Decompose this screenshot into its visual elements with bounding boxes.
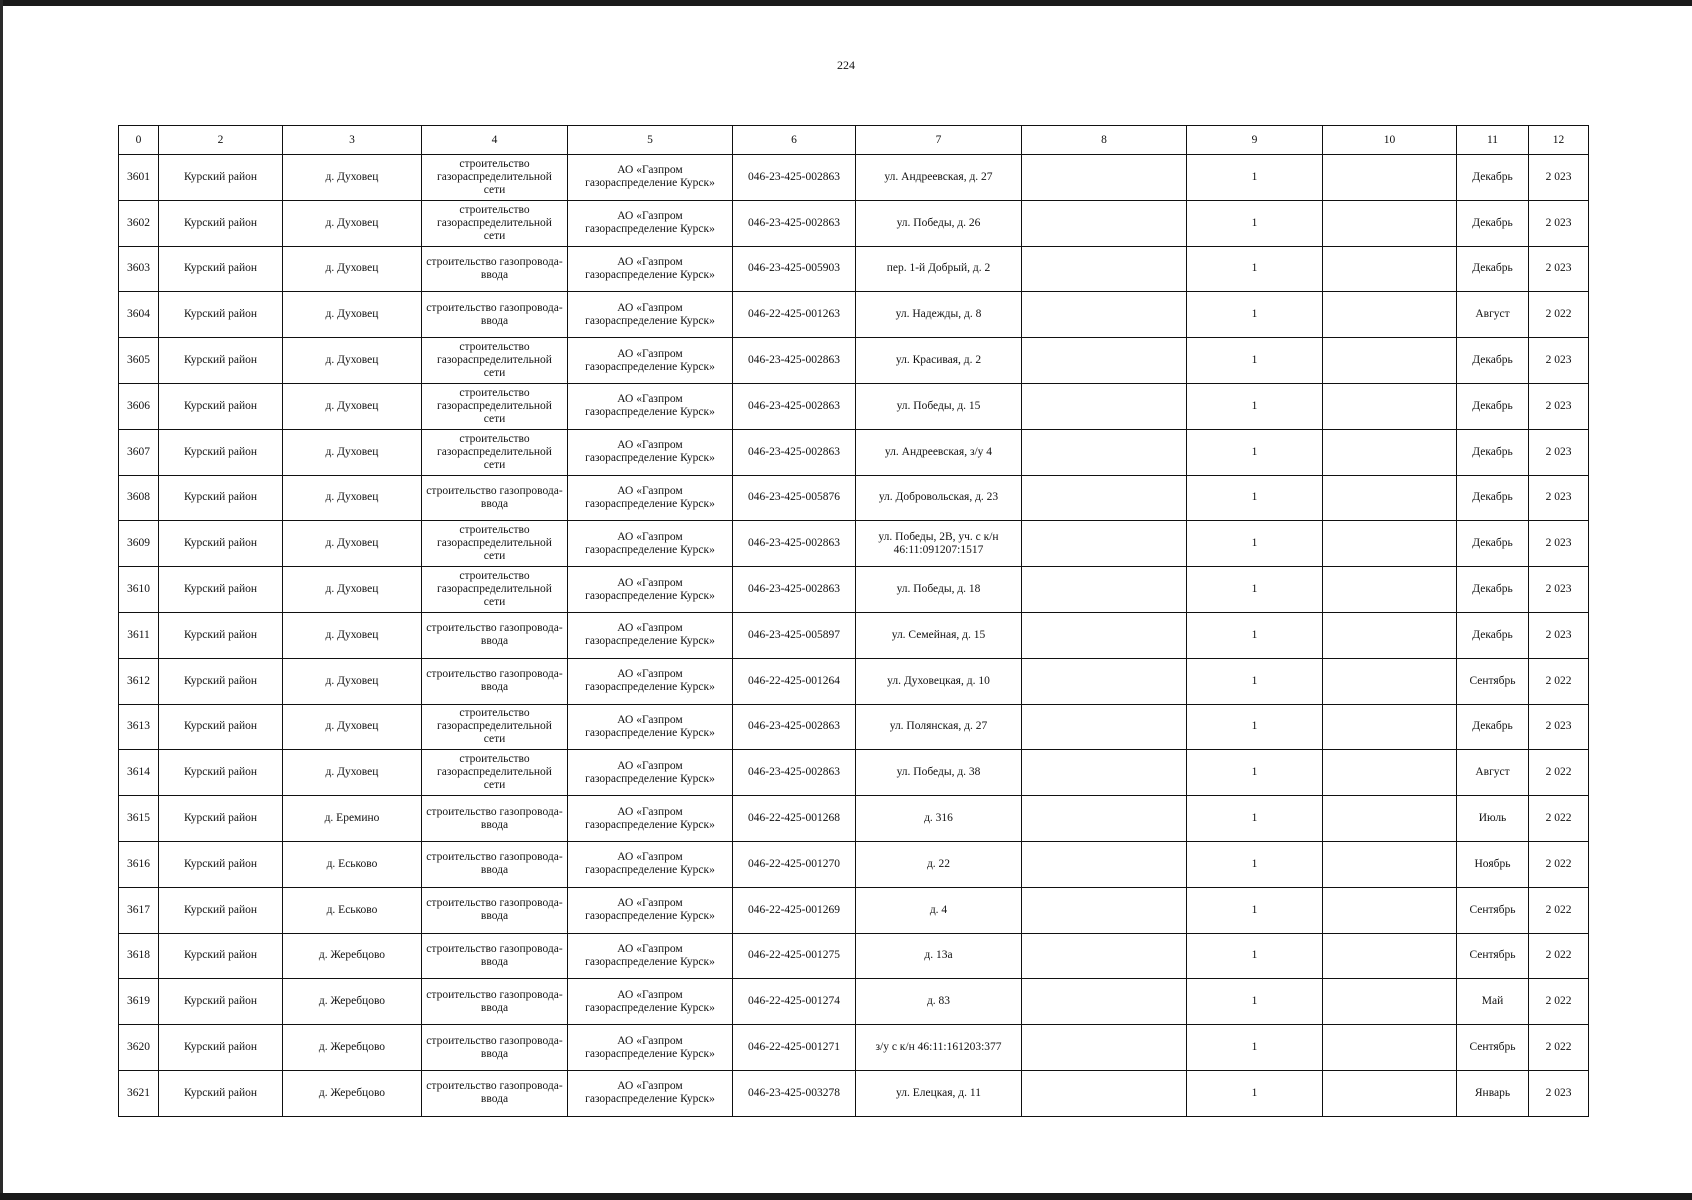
month-cell: Сентябрь — [1457, 1025, 1529, 1071]
col-8-cell — [1022, 1025, 1187, 1071]
col-10-cell — [1323, 567, 1457, 613]
address-cell: з/у с к/н 46:11:161203:377 — [856, 1025, 1022, 1071]
work-type-cell: строительство газопровода-ввода — [422, 1070, 568, 1116]
organization-cell: АО «Газпром газораспределение Курск» — [568, 246, 733, 292]
col-10-cell — [1323, 933, 1457, 979]
col-10-cell — [1323, 1025, 1457, 1071]
table-row — [119, 841, 1589, 887]
registry-code-cell: 046-23-425-002863 — [733, 521, 856, 567]
address-cell: д. 316 — [856, 796, 1022, 842]
row-number-cell: 3608 — [119, 475, 159, 521]
year-cell: 2 023 — [1529, 1070, 1589, 1116]
quantity-cell: 1 — [1187, 383, 1323, 429]
registry-code-cell: 046-23-425-005897 — [733, 612, 856, 658]
organization-cell: АО «Газпром газораспределение Курск» — [568, 383, 733, 429]
month-cell: Декабрь — [1457, 475, 1529, 521]
work-type-cell: строительство газораспределительной сети — [422, 200, 568, 246]
district-cell: Курский район — [159, 521, 283, 567]
col-8-cell — [1022, 246, 1187, 292]
work-type-cell: строительство газораспределительной сети — [422, 338, 568, 384]
settlement-cell: д. Жеребцово — [283, 1025, 422, 1071]
col-10-cell — [1323, 887, 1457, 933]
year-cell: 2 022 — [1529, 841, 1589, 887]
month-cell: Декабрь — [1457, 155, 1529, 201]
district-cell: Курский район — [159, 1025, 283, 1071]
table-row — [119, 658, 1589, 704]
scan-edge-top — [0, 0, 1692, 6]
settlement-cell: д. Духовец — [283, 429, 422, 475]
col-10-cell — [1323, 429, 1457, 475]
registry-code-cell: 046-22-425-001271 — [733, 1025, 856, 1071]
col-8-cell — [1022, 292, 1187, 338]
year-cell: 2 022 — [1529, 658, 1589, 704]
col-8-cell — [1022, 383, 1187, 429]
address-cell: ул. Духовецкая, д. 10 — [856, 658, 1022, 704]
district-cell: Курский район — [159, 200, 283, 246]
table-row — [119, 567, 1589, 613]
organization-cell: АО «Газпром газораспределение Курск» — [568, 1070, 733, 1116]
address-cell: ул. Красивая, д. 2 — [856, 338, 1022, 384]
row-number-cell: 3604 — [119, 292, 159, 338]
quantity-cell: 1 — [1187, 475, 1323, 521]
address-cell: ул. Победы, д. 38 — [856, 750, 1022, 796]
registry-code-cell: 046-23-425-005903 — [733, 246, 856, 292]
year-cell: 2 023 — [1529, 429, 1589, 475]
register-table — [118, 125, 1589, 1117]
year-cell: 2 022 — [1529, 750, 1589, 796]
quantity-cell: 1 — [1187, 246, 1323, 292]
col-10-cell — [1323, 658, 1457, 704]
header-cell: 2 — [159, 126, 283, 155]
scan-edge-bottom — [0, 1193, 1692, 1200]
table-row — [119, 1070, 1589, 1116]
work-type-cell: строительство газопровода-ввода — [422, 612, 568, 658]
month-cell: Декабрь — [1457, 521, 1529, 567]
quantity-cell: 1 — [1187, 1070, 1323, 1116]
year-cell: 2 023 — [1529, 612, 1589, 658]
table-row — [119, 429, 1589, 475]
registry-code-cell: 046-22-425-001274 — [733, 979, 856, 1025]
header-row — [119, 126, 1589, 155]
row-number-cell: 3611 — [119, 612, 159, 658]
organization-cell: АО «Газпром газораспределение Курск» — [568, 475, 733, 521]
col-10-cell — [1323, 979, 1457, 1025]
registry-code-cell: 046-23-425-002863 — [733, 338, 856, 384]
registry-code-cell: 046-23-425-002863 — [733, 155, 856, 201]
row-number-cell: 3621 — [119, 1070, 159, 1116]
table-row — [119, 750, 1589, 796]
organization-cell: АО «Газпром газораспределение Курск» — [568, 979, 733, 1025]
page-number: 224 — [837, 58, 855, 72]
settlement-cell: д. Духовец — [283, 200, 422, 246]
quantity-cell: 1 — [1187, 841, 1323, 887]
header-cell: 4 — [422, 126, 568, 155]
row-number-cell: 3607 — [119, 429, 159, 475]
month-cell: Август — [1457, 292, 1529, 338]
settlement-cell: д. Еськово — [283, 887, 422, 933]
header-cell: 10 — [1323, 126, 1457, 155]
registry-code-cell: 046-22-425-001270 — [733, 841, 856, 887]
col-10-cell — [1323, 292, 1457, 338]
col-10-cell — [1323, 1070, 1457, 1116]
col-10-cell — [1323, 338, 1457, 384]
district-cell: Курский район — [159, 475, 283, 521]
col-8-cell — [1022, 887, 1187, 933]
col-10-cell — [1323, 155, 1457, 201]
year-cell: 2 022 — [1529, 292, 1589, 338]
settlement-cell: д. Жеребцово — [283, 1070, 422, 1116]
address-cell: ул. Победы, 2В, уч. с к/н 46:11:091207:1517 — [856, 521, 1022, 567]
col-8-cell — [1022, 612, 1187, 658]
year-cell: 2 023 — [1529, 246, 1589, 292]
work-type-cell: строительство газораспределительной сети — [422, 567, 568, 613]
work-type-cell: строительство газопровода-ввода — [422, 658, 568, 704]
header-cell: 11 — [1457, 126, 1529, 155]
settlement-cell: д. Духовец — [283, 567, 422, 613]
header-cell: 7 — [856, 126, 1022, 155]
month-cell: Декабрь — [1457, 567, 1529, 613]
row-number-cell: 3603 — [119, 246, 159, 292]
registry-code-cell: 046-23-425-002863 — [733, 429, 856, 475]
table-body — [119, 155, 1589, 1117]
row-number-cell: 3619 — [119, 979, 159, 1025]
settlement-cell: д. Духовец — [283, 338, 422, 384]
organization-cell: АО «Газпром газораспределение Курск» — [568, 658, 733, 704]
organization-cell: АО «Газпром газораспределение Курск» — [568, 155, 733, 201]
district-cell: Курский район — [159, 750, 283, 796]
col-8-cell — [1022, 658, 1187, 704]
district-cell: Курский район — [159, 1070, 283, 1116]
address-cell: д. 22 — [856, 841, 1022, 887]
year-cell: 2 023 — [1529, 475, 1589, 521]
settlement-cell: д. Духовец — [283, 612, 422, 658]
year-cell: 2 023 — [1529, 704, 1589, 750]
quantity-cell: 1 — [1187, 338, 1323, 384]
district-cell: Курский район — [159, 704, 283, 750]
year-cell: 2 022 — [1529, 933, 1589, 979]
organization-cell: АО «Газпром газораспределение Курск» — [568, 612, 733, 658]
organization-cell: АО «Газпром газораспределение Курск» — [568, 796, 733, 842]
col-8-cell — [1022, 429, 1187, 475]
col-8-cell — [1022, 521, 1187, 567]
organization-cell: АО «Газпром газораспределение Курск» — [568, 887, 733, 933]
month-cell: Декабрь — [1457, 612, 1529, 658]
year-cell: 2 022 — [1529, 979, 1589, 1025]
col-8-cell — [1022, 933, 1187, 979]
organization-cell: АО «Газпром газораспределение Курск» — [568, 338, 733, 384]
address-cell: д. 83 — [856, 979, 1022, 1025]
col-8-cell — [1022, 979, 1187, 1025]
address-cell: ул. Надежды, д. 8 — [856, 292, 1022, 338]
table-row — [119, 933, 1589, 979]
row-number-cell: 3612 — [119, 658, 159, 704]
work-type-cell: строительство газопровода-ввода — [422, 796, 568, 842]
header-cell: 0 — [119, 126, 159, 155]
scan-edge-left — [0, 0, 3, 1200]
registry-code-cell: 046-22-425-001269 — [733, 887, 856, 933]
table-row — [119, 979, 1589, 1025]
address-cell: ул. Полянская, д. 27 — [856, 704, 1022, 750]
quantity-cell: 1 — [1187, 658, 1323, 704]
work-type-cell: строительство газораспределительной сети — [422, 521, 568, 567]
district-cell: Курский район — [159, 612, 283, 658]
year-cell: 2 023 — [1529, 567, 1589, 613]
organization-cell: АО «Газпром газораспределение Курск» — [568, 704, 733, 750]
col-10-cell — [1323, 246, 1457, 292]
col-8-cell — [1022, 200, 1187, 246]
quantity-cell: 1 — [1187, 612, 1323, 658]
address-cell: ул. Андреевская, д. 27 — [856, 155, 1022, 201]
col-10-cell — [1323, 612, 1457, 658]
table-row — [119, 292, 1589, 338]
settlement-cell: д. Духовец — [283, 383, 422, 429]
col-8-cell — [1022, 475, 1187, 521]
district-cell: Курский район — [159, 338, 283, 384]
registry-code-cell: 046-23-425-005876 — [733, 475, 856, 521]
col-8-cell — [1022, 338, 1187, 384]
address-cell: ул. Елецкая, д. 11 — [856, 1070, 1022, 1116]
registry-code-cell: 046-23-425-003278 — [733, 1070, 856, 1116]
organization-cell: АО «Газпром газораспределение Курск» — [568, 292, 733, 338]
table-row — [119, 887, 1589, 933]
address-cell: д. 13а — [856, 933, 1022, 979]
row-number-cell: 3609 — [119, 521, 159, 567]
quantity-cell: 1 — [1187, 979, 1323, 1025]
quantity-cell: 1 — [1187, 567, 1323, 613]
settlement-cell: д. Духовец — [283, 246, 422, 292]
work-type-cell: строительство газопровода-ввода — [422, 887, 568, 933]
table-row — [119, 475, 1589, 521]
table-row — [119, 1025, 1589, 1071]
month-cell: Август — [1457, 750, 1529, 796]
col-8-cell — [1022, 750, 1187, 796]
work-type-cell: строительство газопровода-ввода — [422, 1025, 568, 1071]
district-cell: Курский район — [159, 155, 283, 201]
col-10-cell — [1323, 383, 1457, 429]
col-10-cell — [1323, 200, 1457, 246]
address-cell: пер. 1-й Добрый, д. 2 — [856, 246, 1022, 292]
work-type-cell: строительство газопровода-ввода — [422, 246, 568, 292]
settlement-cell: д. Еськово — [283, 841, 422, 887]
month-cell: Сентябрь — [1457, 933, 1529, 979]
registry-code-cell: 046-22-425-001268 — [733, 796, 856, 842]
col-8-cell — [1022, 155, 1187, 201]
address-cell: ул. Победы, д. 15 — [856, 383, 1022, 429]
table-row — [119, 200, 1589, 246]
row-number-cell: 3602 — [119, 200, 159, 246]
year-cell: 2 023 — [1529, 521, 1589, 567]
year-cell: 2 023 — [1529, 383, 1589, 429]
col-10-cell — [1323, 521, 1457, 567]
month-cell: Декабрь — [1457, 338, 1529, 384]
settlement-cell: д. Духовец — [283, 521, 422, 567]
address-cell: ул. Победы, д. 18 — [856, 567, 1022, 613]
district-cell: Курский район — [159, 246, 283, 292]
col-8-cell — [1022, 841, 1187, 887]
quantity-cell: 1 — [1187, 933, 1323, 979]
year-cell: 2 022 — [1529, 1025, 1589, 1071]
registry-code-cell: 046-23-425-002863 — [733, 750, 856, 796]
quantity-cell: 1 — [1187, 1025, 1323, 1071]
address-cell: ул. Семейная, д. 15 — [856, 612, 1022, 658]
header-cell: 12 — [1529, 126, 1589, 155]
month-cell: Декабрь — [1457, 383, 1529, 429]
organization-cell: АО «Газпром газораспределение Курск» — [568, 1025, 733, 1071]
table-row — [119, 246, 1589, 292]
work-type-cell: строительство газораспределительной сети — [422, 155, 568, 201]
row-number-cell: 3610 — [119, 567, 159, 613]
organization-cell: АО «Газпром газораспределение Курск» — [568, 429, 733, 475]
registry-code-cell: 046-22-425-001275 — [733, 933, 856, 979]
year-cell: 2 023 — [1529, 155, 1589, 201]
work-type-cell: строительство газопровода-ввода — [422, 979, 568, 1025]
address-cell: ул. Андреевская, з/у 4 — [856, 429, 1022, 475]
registry-code-cell: 046-23-425-002863 — [733, 200, 856, 246]
month-cell: Декабрь — [1457, 429, 1529, 475]
organization-cell: АО «Газпром газораспределение Курск» — [568, 200, 733, 246]
work-type-cell: строительство газораспределительной сети — [422, 429, 568, 475]
col-8-cell — [1022, 704, 1187, 750]
month-cell: Июль — [1457, 796, 1529, 842]
month-cell: Май — [1457, 979, 1529, 1025]
col-8-cell — [1022, 1070, 1187, 1116]
col-10-cell — [1323, 841, 1457, 887]
year-cell: 2 023 — [1529, 200, 1589, 246]
table-row — [119, 612, 1589, 658]
table-row — [119, 796, 1589, 842]
header-cell: 5 — [568, 126, 733, 155]
district-cell: Курский район — [159, 658, 283, 704]
row-number-cell: 3617 — [119, 887, 159, 933]
district-cell: Курский район — [159, 383, 283, 429]
organization-cell: АО «Газпром газораспределение Курск» — [568, 521, 733, 567]
registry-code-cell: 046-22-425-001263 — [733, 292, 856, 338]
row-number-cell: 3613 — [119, 704, 159, 750]
month-cell: Ноябрь — [1457, 841, 1529, 887]
table-row — [119, 383, 1589, 429]
row-number-cell: 3605 — [119, 338, 159, 384]
settlement-cell: д. Жеребцово — [283, 933, 422, 979]
month-cell: Сентябрь — [1457, 887, 1529, 933]
settlement-cell: д. Жеребцово — [283, 979, 422, 1025]
quantity-cell: 1 — [1187, 704, 1323, 750]
year-cell: 2 022 — [1529, 796, 1589, 842]
district-cell: Курский район — [159, 292, 283, 338]
table-row — [119, 155, 1589, 201]
table-row — [119, 704, 1589, 750]
header-cell: 6 — [733, 126, 856, 155]
header-cell: 9 — [1187, 126, 1323, 155]
settlement-cell: д. Духовец — [283, 155, 422, 201]
organization-cell: АО «Газпром газораспределение Курск» — [568, 750, 733, 796]
quantity-cell: 1 — [1187, 887, 1323, 933]
settlement-cell: д. Духовец — [283, 658, 422, 704]
organization-cell: АО «Газпром газораспределение Курск» — [568, 567, 733, 613]
row-number-cell: 3616 — [119, 841, 159, 887]
month-cell: Декабрь — [1457, 704, 1529, 750]
col-10-cell — [1323, 475, 1457, 521]
work-type-cell: строительство газопровода-ввода — [422, 841, 568, 887]
header-cell: 8 — [1022, 126, 1187, 155]
address-cell: ул. Добровольская, д. 23 — [856, 475, 1022, 521]
quantity-cell: 1 — [1187, 292, 1323, 338]
col-10-cell — [1323, 704, 1457, 750]
registry-code-cell: 046-23-425-002863 — [733, 567, 856, 613]
settlement-cell: д. Духовец — [283, 704, 422, 750]
table-row — [119, 338, 1589, 384]
header-cell: 3 — [283, 126, 422, 155]
month-cell: Декабрь — [1457, 200, 1529, 246]
district-cell: Курский район — [159, 429, 283, 475]
quantity-cell: 1 — [1187, 521, 1323, 567]
row-number-cell: 3618 — [119, 933, 159, 979]
district-cell: Курский район — [159, 841, 283, 887]
quantity-cell: 1 — [1187, 750, 1323, 796]
work-type-cell: строительство газораспределительной сети — [422, 704, 568, 750]
col-8-cell — [1022, 567, 1187, 613]
district-cell: Курский район — [159, 567, 283, 613]
quantity-cell: 1 — [1187, 429, 1323, 475]
year-cell: 2 023 — [1529, 338, 1589, 384]
work-type-cell: строительство газопровода-ввода — [422, 292, 568, 338]
work-type-cell: строительство газораспределительной сети — [422, 383, 568, 429]
organization-cell: АО «Газпром газораспределение Курск» — [568, 841, 733, 887]
quantity-cell: 1 — [1187, 155, 1323, 201]
row-number-cell: 3601 — [119, 155, 159, 201]
year-cell: 2 022 — [1529, 887, 1589, 933]
col-8-cell — [1022, 796, 1187, 842]
registry-code-cell: 046-23-425-002863 — [733, 383, 856, 429]
table-row — [119, 521, 1589, 567]
settlement-cell: д. Духовец — [283, 475, 422, 521]
organization-cell: АО «Газпром газораспределение Курск» — [568, 933, 733, 979]
quantity-cell: 1 — [1187, 796, 1323, 842]
row-number-cell: 3614 — [119, 750, 159, 796]
district-cell: Курский район — [159, 933, 283, 979]
work-type-cell: строительство газораспределительной сети — [422, 750, 568, 796]
work-type-cell: строительство газопровода-ввода — [422, 933, 568, 979]
col-10-cell — [1323, 796, 1457, 842]
district-cell: Курский район — [159, 887, 283, 933]
settlement-cell: д. Еремино — [283, 796, 422, 842]
row-number-cell: 3606 — [119, 383, 159, 429]
work-type-cell: строительство газопровода-ввода — [422, 475, 568, 521]
address-cell: д. 4 — [856, 887, 1022, 933]
district-cell: Курский район — [159, 796, 283, 842]
month-cell: Январь — [1457, 1070, 1529, 1116]
registry-code-cell: 046-22-425-001264 — [733, 658, 856, 704]
row-number-cell: 3615 — [119, 796, 159, 842]
registry-code-cell: 046-23-425-002863 — [733, 704, 856, 750]
month-cell: Декабрь — [1457, 246, 1529, 292]
col-10-cell — [1323, 750, 1457, 796]
row-number-cell: 3620 — [119, 1025, 159, 1071]
settlement-cell: д. Духовец — [283, 750, 422, 796]
settlement-cell: д. Духовец — [283, 292, 422, 338]
quantity-cell: 1 — [1187, 200, 1323, 246]
month-cell: Сентябрь — [1457, 658, 1529, 704]
address-cell: ул. Победы, д. 26 — [856, 200, 1022, 246]
district-cell: Курский район — [159, 979, 283, 1025]
